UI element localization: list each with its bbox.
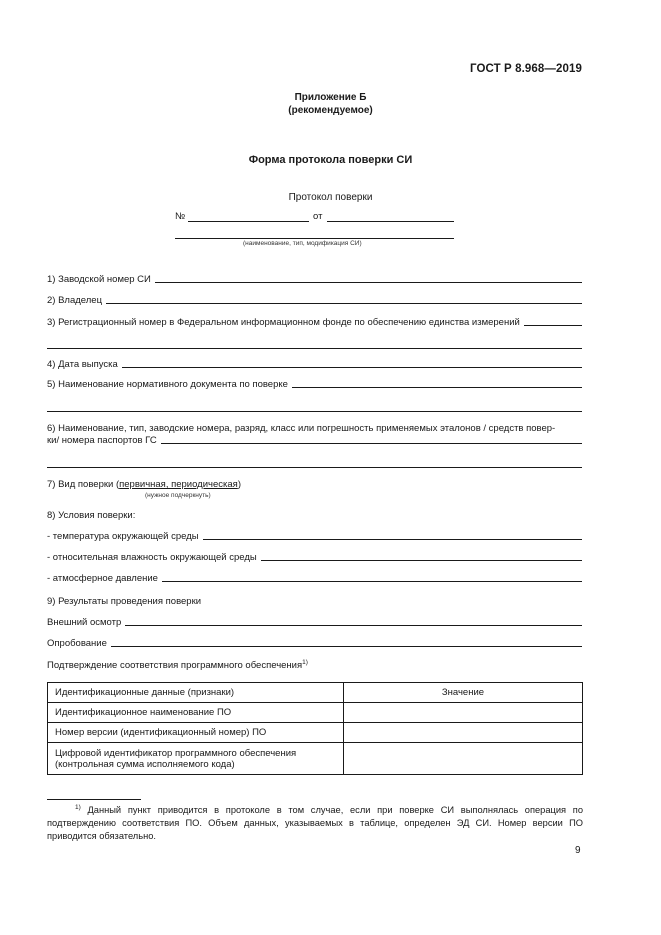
field-standards[interactable] — [47, 435, 582, 446]
verification-type-caption: (нужное подчеркнуть) — [145, 492, 211, 499]
field-temperature-label: - температура окружающей среды — [47, 531, 199, 542]
field-temperature[interactable] — [47, 531, 582, 542]
appendix-subtitle: (рекомендуемое) — [288, 105, 373, 116]
registration-number-line-2[interactable] — [47, 348, 582, 349]
field-standards-label: 6) Наименование, тип, заводские номера, разряд, класс или погрешность применяемых эталонов / средств повер- — [47, 423, 556, 434]
protocol-number-line[interactable] — [188, 221, 309, 222]
results-heading: 9) Результаты проведения поверки — [47, 596, 202, 607]
table-cell-name: Номер версии (идентификационный номер) ПО — [48, 723, 344, 743]
verification-type-close: ) — [237, 479, 241, 490]
appendix-heading — [0, 91, 661, 117]
field-release-date-label: 4) Дата выпуска — [47, 359, 118, 370]
field-humidity[interactable] — [47, 552, 582, 563]
standard-header: ГОСТ Р 8.968—2019 — [470, 63, 582, 75]
table-header-identification: Идентификационные данные (признаки) — [48, 683, 344, 703]
field-standards-label-2: ки/ номера паспортов ГС — [47, 435, 157, 446]
verification-type-label: 7) Вид поверки ( — [47, 479, 120, 490]
table-cell-value[interactable] — [344, 743, 583, 775]
verification-type-options[interactable]: первичная, периодическая — [119, 479, 238, 490]
field-pressure-label: - атмосферное давление — [47, 573, 158, 584]
appendix-title: Приложение Б — [294, 92, 367, 103]
field-registration-number[interactable] — [47, 317, 582, 328]
form-title: Форма протокола поверки СИ — [248, 154, 413, 166]
software-heading-text: Подтверждение соответствия программного обеспечения — [47, 660, 303, 671]
field-normative-document[interactable] — [47, 379, 582, 390]
field-normative-document-label: 5) Наименование нормативного документа по поверке — [47, 379, 288, 390]
field-owner[interactable] — [47, 295, 582, 306]
field-visual-inspection[interactable] — [47, 617, 582, 628]
normative-document-line-2[interactable] — [47, 411, 582, 412]
table-cell-name-line-2: (контрольная сумма исполняемого кода) — [55, 758, 235, 770]
page-number: 9 — [575, 845, 581, 856]
field-registration-number-label: 3) Регистрационный номер в Федеральном информационном фонде по обеспечению единства измерений — [47, 317, 520, 328]
field-owner-label: 2) Владелец — [47, 295, 103, 306]
footnote-separator — [47, 799, 141, 800]
protocol-date-label: от — [313, 211, 323, 222]
table-row — [48, 723, 583, 743]
field-pressure[interactable] — [47, 573, 582, 584]
si-name-caption: (наименование, тип, модификация СИ) — [243, 240, 362, 247]
table-cell-name — [48, 743, 344, 775]
field-testing-label: Опробование — [47, 638, 107, 649]
software-heading — [47, 660, 308, 671]
field-serial-number-label: 1) Заводской номер СИ — [47, 274, 151, 285]
software-identification-table — [47, 682, 583, 775]
standards-line-2[interactable] — [47, 467, 582, 468]
table-cell-name-line-1: Цифровой идентификатор программного обеспечения — [55, 747, 297, 759]
protocol-number-label: № — [175, 211, 186, 222]
footnote — [47, 804, 583, 843]
si-name-line[interactable] — [175, 238, 454, 239]
field-visual-inspection-label: Внешний осмотр — [47, 617, 122, 628]
table-cell-name: Идентификационное наименование ПО — [48, 703, 344, 723]
field-serial-number[interactable] — [47, 274, 582, 285]
field-verification-type[interactable] — [47, 479, 241, 490]
protocol-title: Протокол поверки — [288, 192, 373, 203]
conditions-heading: 8) Условия поверки: — [47, 510, 136, 521]
table-header-value: Значение — [344, 683, 583, 703]
software-footnote-ref[interactable]: 1) — [302, 658, 308, 666]
table-row — [48, 743, 583, 775]
footnote-marker: 1) — [75, 803, 81, 811]
table-row — [48, 703, 583, 723]
table-cell-value[interactable] — [344, 723, 583, 743]
footnote-text: Данный пункт приводится в протоколе в том случае, если при поверке СИ выполнялась операция по подтверждению соответствия ПО. Объем данных, указываемых в таблице, определен ЭД СИ. Номер версии ПО приводится обязательно. — [47, 805, 583, 841]
field-release-date[interactable] — [47, 359, 582, 370]
field-testing[interactable] — [47, 638, 582, 649]
table-cell-value[interactable] — [344, 703, 583, 723]
protocol-date-line[interactable] — [327, 221, 454, 222]
field-humidity-label: - относительная влажность окружающей среды — [47, 552, 257, 563]
